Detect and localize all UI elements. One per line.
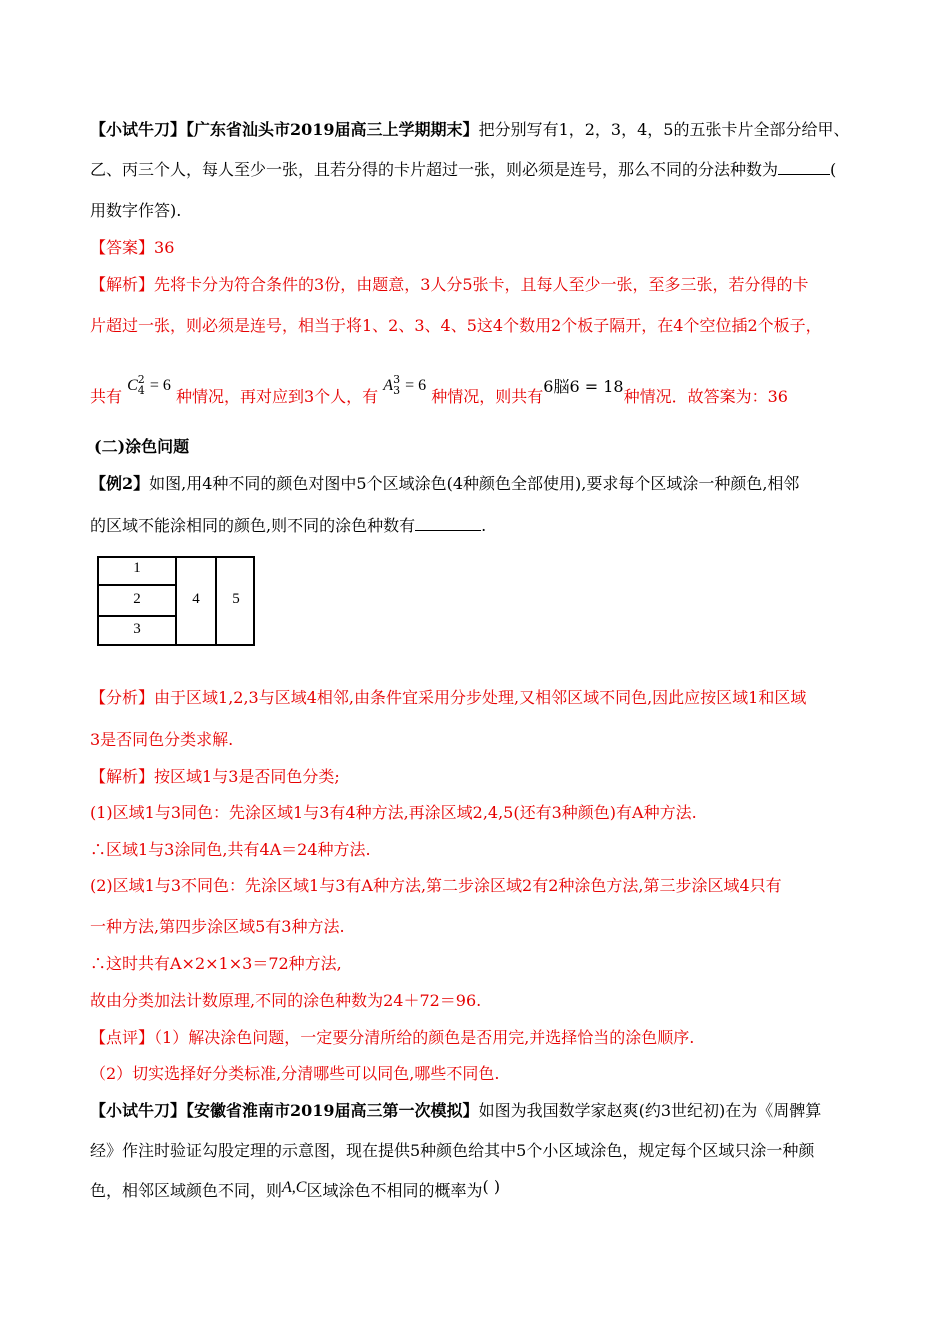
section-heading: (二)涂色问题 (94, 437, 190, 456)
review-line2: （2）切实选择好分类标准,分清哪些可以同色,哪些不同色. (90, 1064, 500, 1083)
trial1-tag: 【小试牛刀】 (90, 120, 187, 139)
region-4-label: 4 (192, 591, 200, 607)
example2-line1 (90, 474, 799, 494)
solution-jiexi-line: 【解析】按区域1与3是否同色分类; (90, 767, 340, 786)
solution-conclusion: 故由分类加法计数原理,不同的涂色种数为24＋72＝96. (90, 991, 482, 1010)
solution-case2-line1: (2)区域1与3不同色：先涂区域1与3有A种方法,第二步涂区域2有2种涂色方法,第三步涂区域4只有 (90, 876, 782, 895)
solution-case2-line2: 一种方法,第四步涂区域5有3种方法. (90, 917, 345, 936)
answer-value: 36 (154, 238, 175, 257)
analysis-text2: 片超过一张，则必须是连号，相当于将1、2、3、4、5这4个数用2个板子隔开，在4个空位插2个板子， (90, 316, 822, 335)
solution-analysis-line1: 【分析】由于区域1,2,3与区域4相邻,由条件宜采用分步处理,又相邻区域不同色,因此应按区域1和区域 (90, 688, 807, 707)
solution-therefore2: ∴这时共有A×2×1×3＝72种方法, (90, 954, 342, 973)
trial1-line3 (90, 201, 181, 221)
solution-analysis-line2: 3是否同色分类求解. (90, 730, 234, 749)
region-figure (97, 556, 255, 646)
example2-blank (415, 516, 481, 531)
solution-analysis-tag: 【分析】 (90, 688, 155, 707)
example2-text1b: (4种颜色全部使用),要求每个区域涂一种颜色,相邻 (446, 474, 800, 493)
trial1-line2 (90, 160, 836, 180)
trial2-tag: 【小试牛刀】 (90, 1101, 187, 1120)
answer-blank (778, 160, 830, 175)
math-arrangement: $A^3_3 = 6$ (383, 373, 427, 397)
example2-tag: 【例2】 (90, 474, 150, 493)
analysis-label: 【解析】 (90, 275, 155, 294)
trial1-text2: 乙、丙三个人，每人至少一张，且若分得的卡片超过一张，则必须是连号，那么不同的分法种数为 (90, 160, 779, 179)
region-3-label: 3 (133, 621, 141, 637)
trial2-line3: 色，相邻区域颜色不同，则A,C区域涂色不相同的概率为( ) (90, 1177, 501, 1200)
trial1-line1 (90, 120, 849, 140)
trial1-answer (90, 238, 174, 258)
review-tag: 【点评】 (90, 1028, 155, 1047)
divider-horizontal-2 (99, 615, 175, 617)
trial1-analysis-line3 (90, 373, 788, 409)
analysis-text3b: 种情况，再对应到3个人，有 (176, 387, 379, 406)
region-2-label: 2 (133, 591, 141, 607)
solution-case1: (1)区域1与3同色：先涂区域1与3有4种方法,再涂区域2,4,5(还有3种颜色)有A种方法. (90, 803, 697, 822)
analysis-text1: 先将卡分为符合条件的3份，由题意，3人分5张卡，且每人至少一张，至多三张，若分得的卡 (154, 275, 809, 294)
trial1-analysis-line2 (90, 316, 822, 336)
solution-therefore1: ∴区域1与3涂同色,共有4A＝24种方法. (90, 840, 371, 859)
math-combination: $C^2_4 = 6$ (127, 373, 171, 397)
example2-line2: 的区域不能涂相同的颜色,则不同的涂色种数有 . (90, 516, 487, 535)
analysis-text3c: 种情况，则共有 (431, 387, 544, 406)
example2-text1a: 如图,用4种不同的颜色对图中5个区域涂色 (149, 474, 447, 493)
trial1-analysis-line1 (90, 275, 809, 295)
math-total: 6脳6 = 18 (543, 377, 624, 396)
trial1-source: 【广东省汕头市2019届高三上学期期末】 (186, 120, 479, 139)
example2-text2: 的区域不能涂相同的颜色,则不同的涂色种数有 (90, 516, 416, 535)
trial2-paren: ( ) (482, 1177, 501, 1196)
review-line1: 【点评】（1）解决涂色问题，一定要分清所给的颜色是否用完,并选择恰当的涂色顺序. (90, 1028, 695, 1047)
analysis-text3a: 共有 (90, 387, 123, 406)
answer-label: 【答案】 (90, 238, 155, 257)
math-ac: A,C (282, 1179, 307, 1196)
solution-jiexi-tag: 【解析】 (90, 767, 155, 786)
region-5-label: 5 (232, 591, 240, 607)
trial1-text1: 把分别写有1，2，3，4，5的五张卡片全部分给甲、 (478, 120, 850, 139)
trial2-line2: 经》作注时验证勾股定理的示意图，现在提供5种颜色给其中5个小区域涂色，规定每个区域只涂一种颜 (90, 1141, 815, 1160)
analysis-text3d: 种情况．故答案为：36 (623, 387, 788, 406)
region-1-label: 1 (133, 560, 141, 576)
trial1-paren: ( (830, 160, 837, 179)
trial2-source: 【安徽省淮南市2019届高三第一次模拟】 (186, 1101, 479, 1120)
divider-horizontal-1 (99, 584, 175, 586)
trial1-text3: 用数字作答). (90, 201, 182, 220)
trial2-line1: 【小试牛刀】【安徽省淮南市2019届高三第一次模拟】如图为我国数学家赵爽(约3世纪初)在为《周髀算 (90, 1101, 822, 1120)
